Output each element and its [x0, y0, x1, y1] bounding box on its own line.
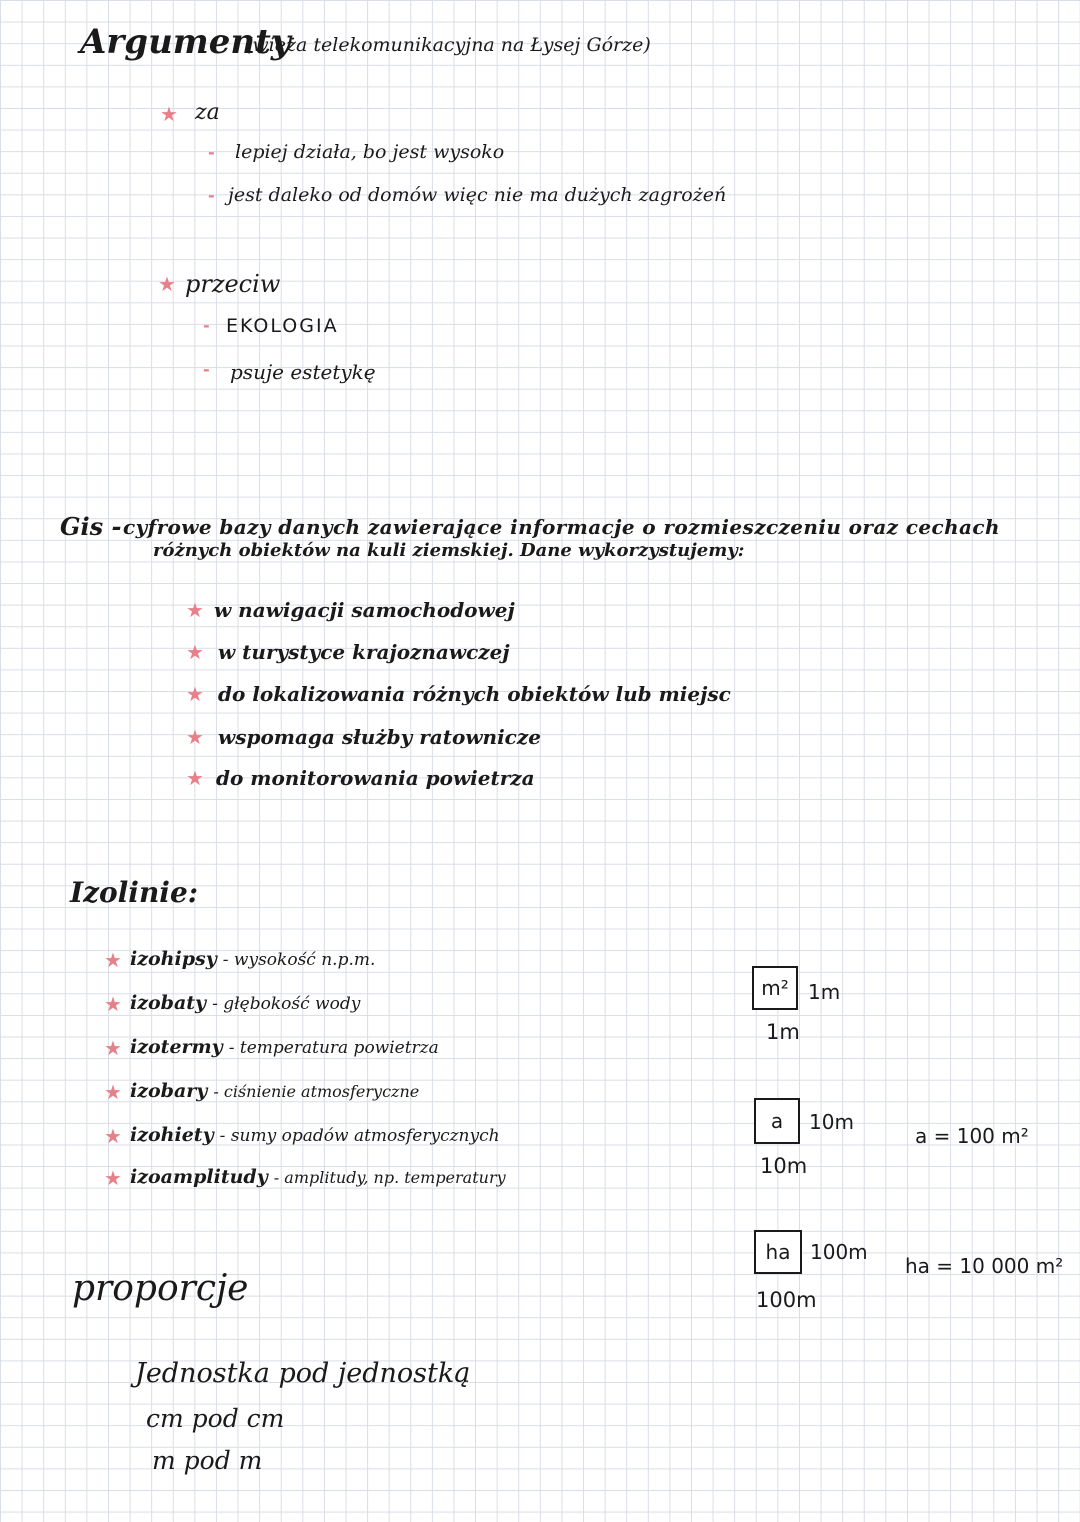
star-icon: ★ — [104, 948, 122, 972]
proporcje-title: proporcje — [72, 1268, 249, 1309]
star-icon: ★ — [104, 1166, 122, 1190]
izolinia-term: izobaty — [130, 992, 207, 1014]
izolinia-desc: - amplitudy, np. temperatury — [273, 1168, 506, 1187]
izolinia-item — [130, 1080, 419, 1102]
star-icon: ★ — [186, 725, 204, 749]
gis-item: w turystyce krajoznawczej — [218, 640, 510, 664]
contra-label: przeciw — [185, 270, 281, 298]
contra-item: psuje estetykę — [230, 360, 376, 384]
star-icon: ★ — [186, 640, 204, 664]
izolinia-desc: - ciśnienie atmosferyczne — [213, 1082, 420, 1101]
unit-box-a: a — [754, 1098, 800, 1144]
gis-definition-line2: różnych obiektów na kuli ziemskiej. Dane wykorzystujemy: — [153, 540, 745, 561]
pro-label: za — [195, 100, 220, 125]
star-icon: ★ — [186, 598, 204, 622]
star-icon: ★ — [158, 272, 176, 296]
izolinia-term: izoamplitudy — [130, 1166, 268, 1188]
izolinia-item — [130, 948, 375, 970]
gis-item: wspomaga służby ratownicze — [218, 725, 541, 749]
star-icon: ★ — [186, 766, 204, 790]
contra-item: EKOLOGIA — [226, 315, 339, 337]
izolinia-item — [130, 1124, 500, 1146]
unit-equation: a = 100 m² — [915, 1124, 1029, 1148]
izolinia-desc: - temperatura powietrza — [228, 1038, 439, 1058]
unit-bottom-label: 1m — [766, 1020, 800, 1044]
izolinia-term: izotermy — [130, 1036, 223, 1058]
star-icon: ★ — [160, 102, 178, 126]
proporcje-line: Jednostka pod jednostką — [135, 1358, 471, 1389]
gis-definition-line1: cyfrowe bazy danych zawierające informacje o rozmieszczeniu oraz cechach — [123, 515, 1000, 539]
izolinia-desc: - wysokość n.p.m. — [222, 950, 376, 970]
proporcje-line: m pod m — [152, 1446, 263, 1475]
izolinia-desc: - sumy opadów atmosferycznych — [219, 1126, 500, 1146]
izolinia-desc: - głębokość wody — [212, 994, 361, 1014]
unit-box-ha: ha — [754, 1230, 802, 1274]
dash-icon: - — [203, 316, 210, 335]
unit-equation: ha = 10 000 m² — [905, 1254, 1064, 1278]
pro-item: lepiej działa, bo jest wysoko — [235, 141, 505, 163]
unit-side-label: 10m — [809, 1110, 854, 1134]
pro-item: jest daleko od domów więc nie ma dużych zagrożeń — [228, 184, 727, 206]
dash-icon: - — [203, 360, 210, 379]
arguments-title: Argumenty — [80, 22, 291, 62]
arguments-subtitle: (wieża telekomunikacyjna na Łysej Górze) — [245, 34, 651, 56]
star-icon: ★ — [186, 682, 204, 706]
izolinie-title: Izolinie: — [70, 876, 199, 909]
izolinia-item — [130, 992, 360, 1014]
izolinia-item — [130, 1036, 439, 1058]
proporcje-line: cm pod cm — [146, 1404, 285, 1433]
izolinia-term: izohipsy — [130, 948, 217, 970]
unit-box-m2: m² — [752, 966, 798, 1010]
dash-icon: - — [208, 143, 215, 162]
star-icon: ★ — [104, 1036, 122, 1060]
unit-side-label: 1m — [808, 980, 841, 1004]
star-icon: ★ — [104, 1124, 122, 1148]
unit-bottom-label: 10m — [760, 1154, 808, 1178]
gis-item: do lokalizowania różnych obiektów lub miejsc — [218, 682, 731, 706]
unit-bottom-label: 100m — [756, 1288, 817, 1312]
gis-term: Gis - — [60, 512, 122, 541]
star-icon: ★ — [104, 992, 122, 1016]
unit-side-label: 100m — [810, 1240, 868, 1264]
izolinia-item — [130, 1166, 506, 1188]
izolinia-term: izohiety — [130, 1124, 214, 1146]
izolinia-term: izobary — [130, 1080, 208, 1102]
gis-item: do monitorowania powietrza — [216, 766, 535, 790]
dash-icon: - — [208, 186, 215, 205]
gis-item: w nawigacji samochodowej — [214, 598, 515, 622]
star-icon: ★ — [104, 1080, 122, 1104]
